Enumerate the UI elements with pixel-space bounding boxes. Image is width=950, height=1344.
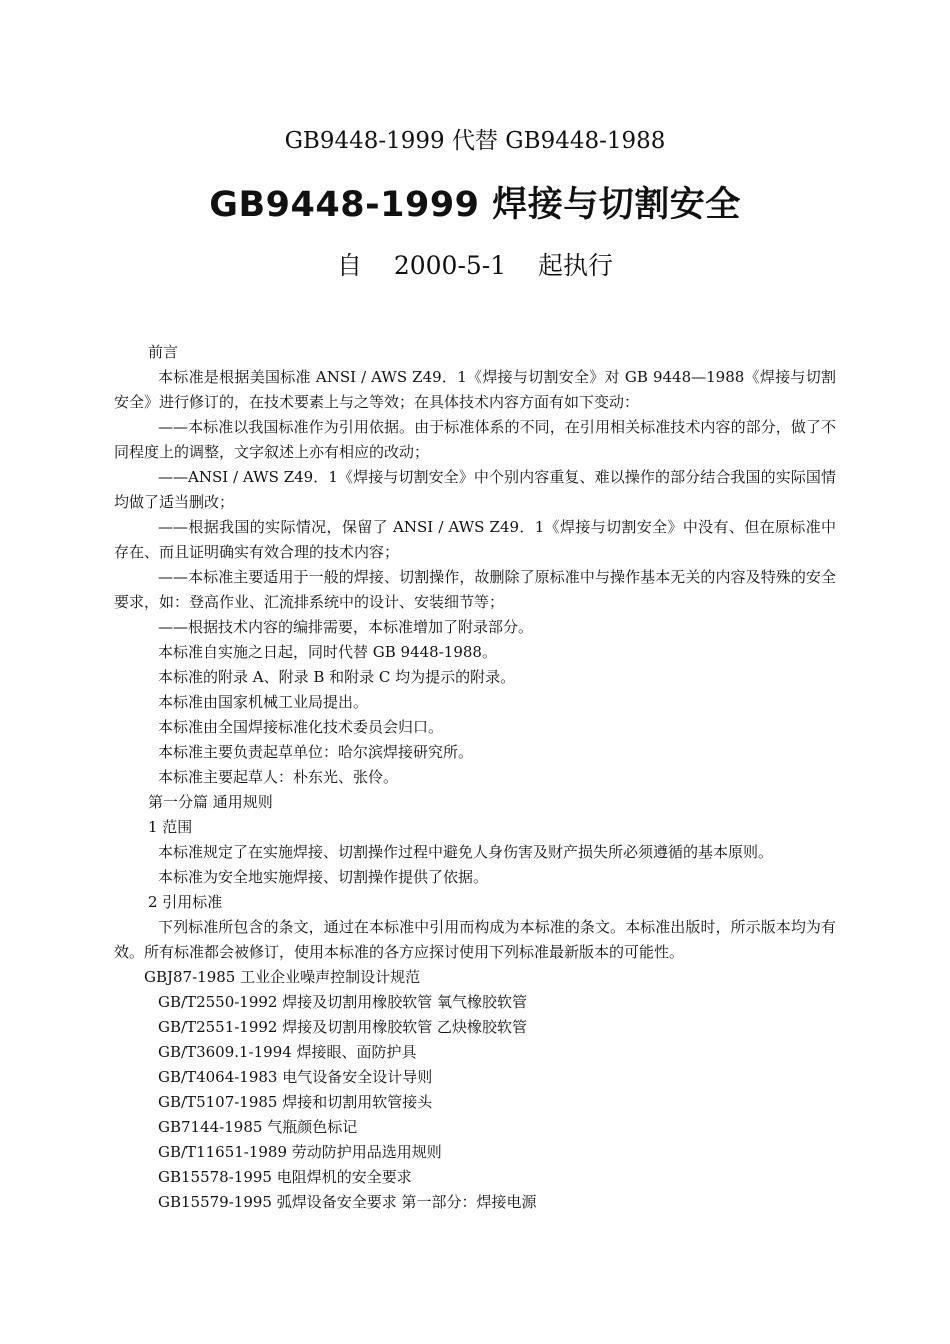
paragraph: 本标准由全国焊接标准化技术委员会归口。 [158, 718, 444, 736]
paragraph: 本标准规定了在实施焊接、切割操作过程中避免人身伤害及财产损失所必须遵循的基本原则。 [158, 843, 774, 861]
reference-item: GB/T4064-1983 电气设备安全设计导则 [158, 1068, 433, 1086]
reference-item: GB/T2551-1992 焊接及切割用橡胶软管 乙炔橡胶软管 [158, 1018, 528, 1036]
paragraph: 本标准自实施之日起，同时代替 GB 9448-1988。 [158, 643, 497, 661]
reference-item: GB/T3609.1-1994 焊接眼、面防护具 [158, 1043, 417, 1061]
paragraph: ——根据技术内容的编排需要，本标准增加了附录部分。 [158, 618, 534, 636]
section-heading: 1 范围 [148, 818, 193, 836]
effective-date: 自 2000-5-1 起执行 [337, 251, 613, 280]
paragraph: ——ANSI / AWS Z49．1《焊接与切割安全》中个别内容重复、难以操作的部分结合我国的实际国情均做了适当删改； [114, 468, 836, 511]
reference-item: GB7144-1985 气瓶颜色标记 [158, 1118, 358, 1136]
paragraph: 本标准主要负责起草单位：哈尔滨焊接研究所。 [158, 743, 474, 761]
document-title: GB9448-1999 焊接与切割安全 [209, 185, 741, 225]
reference-item: GBJ87-1985 工业企业噪声控制设计规范 [144, 968, 421, 986]
paragraph: ——根据我国的实际情况，保留了 ANSI / AWS Z49．1《焊接与切割安全》中没有、但在原标准中存在、而且证明确实有效合理的技术内容； [114, 518, 836, 561]
reference-item: GB15579-1995 弧焊设备安全要求 第一部分：焊接电源 [158, 1193, 537, 1211]
paragraph: ——本标准以我国标准作为引用依据。由于标准体系的不同，在引用相关标准技术内容的部分，做了不同程度上的调整，文字叙述上亦有相应的改动； [114, 418, 836, 461]
paragraph: ——本标准主要适用于一般的焊接、切割操作，故删除了原标准中与操作基本无关的内容及特殊的安全要求，如：登高作业、汇流排系统中的设计、安装细节等； [114, 568, 836, 611]
section-heading: 2 引用标准 [148, 893, 223, 911]
preface-heading: 前言 [148, 343, 179, 361]
paragraph: 本标准由国家机械工业局提出。 [158, 693, 369, 711]
reference-item: GB/T11651-1989 劳动防护用品选用规则 [158, 1143, 442, 1161]
reference-item: GB15578-1995 电阻焊机的安全要求 [158, 1168, 412, 1186]
paragraph: 本标准的附录 A、附录 B 和附录 C 均为提示的附录。 [158, 668, 516, 686]
paragraph: 下列标准所包含的条文，通过在本标准中引用而构成为本标准的条文。本标准出版时，所示版本均为有效。所有标准都会被修订，使用本标准的各方应探讨使用下列标准最新版本的可能性。 [114, 918, 836, 961]
part-heading: 第一分篇 通用规则 [148, 793, 273, 811]
document-body [114, 340, 836, 1215]
paragraph: 本标准是根据美国标准 ANSI / AWS Z49．1《焊接与切割安全》对 GB 9448—1988《焊接与切割安全》进行修订的，在技术要素上与之等效；在具体技术内容方面有如下变动： [114, 368, 836, 411]
reference-item: GB/T5107-1985 焊接和切割用软管接头 [158, 1093, 433, 1111]
paragraph: 本标准为安全地实施焊接、切割操作提供了依据。 [158, 868, 489, 886]
replacement-note: GB9448-1999 代替 GB9448-1988 [284, 128, 666, 154]
reference-item: GB/T2550-1992 焊接及切割用橡胶软管 氧气橡胶软管 [158, 993, 528, 1011]
paragraph: 本标准主要起草人：朴东光、张伶。 [158, 768, 399, 786]
